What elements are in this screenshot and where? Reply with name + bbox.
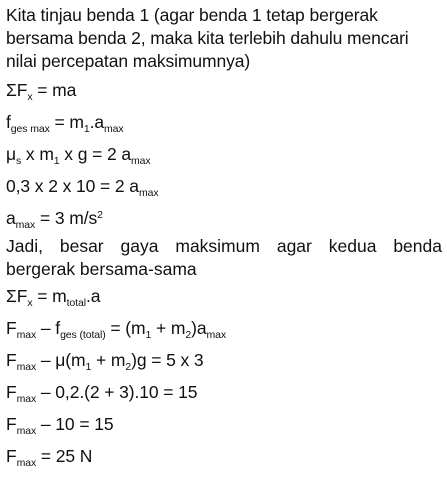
equation-sum-forces-total: $\Sigma F_x = m_{total}.a$ (6, 286, 101, 309)
intro-line-3: nilai percepatan maksimumnya) (6, 51, 251, 71)
solution-document (6, 0, 442, 468)
equation-fmax-simplified: $F_{max} - 10 = 15$ (6, 414, 114, 437)
conclusion-line-2: bergerak bersama-sama (6, 259, 197, 279)
intro-line-2: bersama benda 2, maka kita terlebih dahulu mencari (6, 28, 409, 48)
equation-mu-expression: $\mu_s$ x $m_1$ x g = 2 $a_{max}$ (6, 144, 151, 167)
conclusion-line-1: Jadi, besar gaya maksimum agar kedua benda (6, 236, 442, 256)
intro-line-1: Kita tinjau benda 1 (agar benda 1 tetap bergerak (6, 5, 378, 25)
equation-acceleration-result: $a_{max} = 3$ $m/s^2$ (6, 208, 103, 231)
equation-substitution: 0,3 x 2 x 10 = 2 $a_{max}$ (6, 176, 159, 199)
equation-fmax-mu: $F_{max} - \mu(m_1 + m_2)g = 5$ x 3 (6, 350, 204, 373)
equation-fmax-result: $F_{max} = 25$ N (6, 446, 93, 469)
conclusion-paragraph (6, 235, 442, 281)
equation-sum-forces: $\Sigma F_x$ = ma (6, 80, 77, 103)
equation-friction-max: $f_{ges max} = m_1.a_{max}$ (6, 112, 124, 135)
equation-fmax-substitution: $F_{max} - 0,2.(2 + 3).10 = 15$ (6, 382, 198, 405)
equation-fmax-friction-total: $F_{max} - f_{ges (total)} = (m_1 + m_2)a_{max}$ (6, 318, 227, 341)
